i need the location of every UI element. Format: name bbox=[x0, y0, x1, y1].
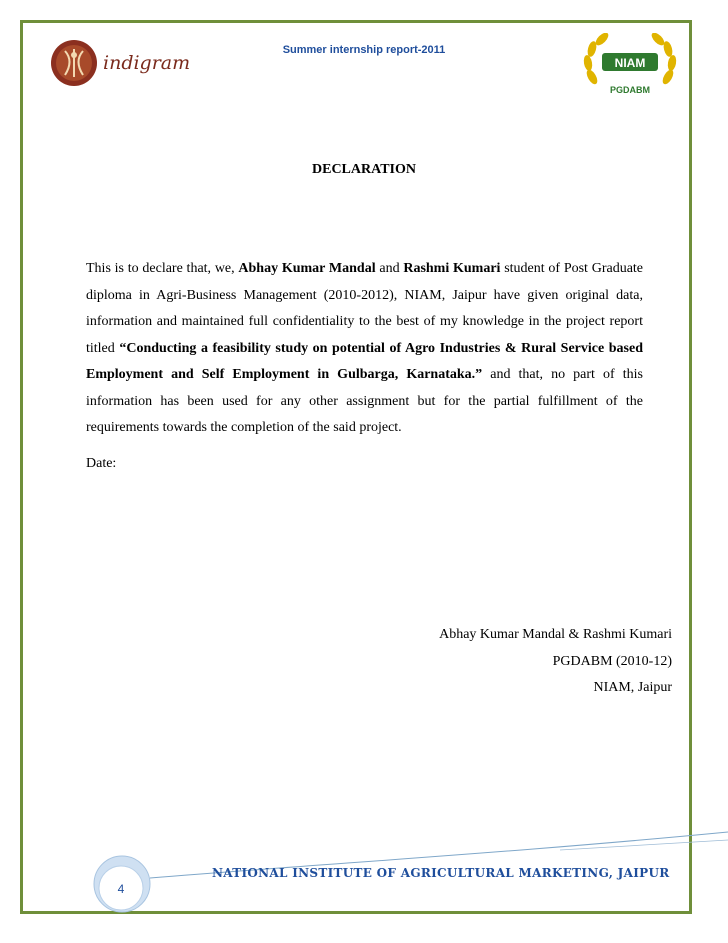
declaration-body bbox=[86, 256, 643, 442]
niam-logo bbox=[580, 33, 680, 103]
body-segment: and that, no part of this information has been used for any other assignment but for the partial fulfillment of the requirements towards the completion of the said project. bbox=[86, 367, 643, 435]
indigram-wordmark: indigram bbox=[103, 52, 191, 74]
page-badge-circle-icon bbox=[92, 848, 158, 914]
pgdabm-logo-text: PGDABM bbox=[610, 85, 650, 95]
project-title: “Conducting a feasibility study on potential of Agro Industries & Rural Service based Employment and Self Employment in Gulbarga, Karnataka.” bbox=[86, 340, 644, 382]
date-label: Date: bbox=[86, 456, 117, 471]
niam-logo-text: NIAM bbox=[614, 56, 646, 70]
body-segment: and bbox=[375, 261, 404, 276]
page-number-badge bbox=[92, 848, 158, 914]
body-segment: This is to declare that, we, bbox=[86, 261, 239, 276]
signature-program: PGDABM (2010-12) bbox=[552, 654, 672, 669]
niam-wreath-icon bbox=[580, 33, 680, 103]
declaration-heading: DECLARATION bbox=[312, 162, 416, 177]
student-name-1: Abhay Kumar Mandal bbox=[238, 261, 376, 276]
signature-names: Abhay Kumar Mandal & Rashmi Kumari bbox=[439, 627, 672, 642]
signature-institute: NIAM, Jaipur bbox=[593, 680, 672, 695]
student-name-2: Rashmi Kumari bbox=[403, 261, 501, 276]
footer-institute-name: NATIONAL INSTITUTE OF AGRICULTURAL MARKETING, JAIPUR bbox=[212, 866, 670, 880]
body-segment: student of Post Graduate diploma in Agri-Business Management (2010-2012), NIAM, Jaipur have given original data, information and maintained full confidentiality to the best of my knowledge in the project report titled bbox=[86, 261, 644, 356]
page-number: 4 bbox=[117, 882, 125, 896]
report-header-title: Summer internship report-2011 bbox=[282, 44, 446, 56]
